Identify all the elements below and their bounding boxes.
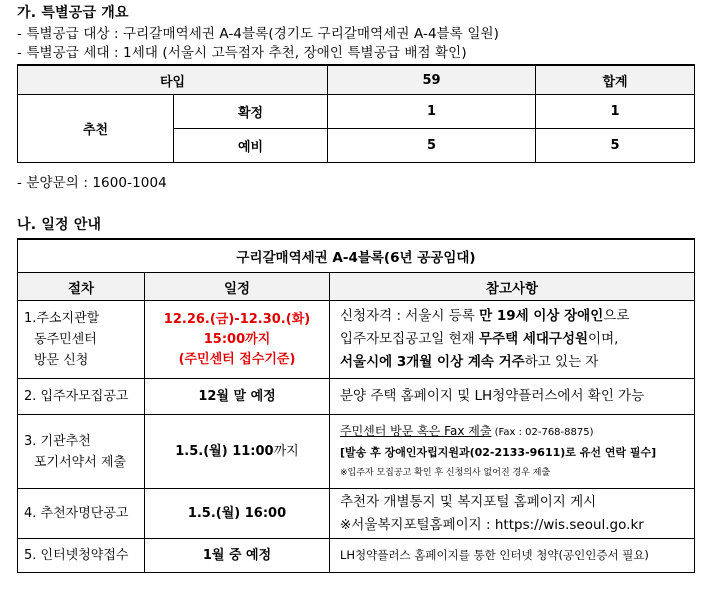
step-3-note-line-1: 주민센터 방문 혹은 Fax 제출 (Fax : 02-768-8875) [340, 423, 594, 438]
table-row [18, 539, 695, 573]
table-row [18, 301, 695, 379]
total-header: 합계 [536, 65, 695, 95]
section-b-title: 나. 일정 안내 [17, 217, 102, 233]
step-1-line-3: 방문 신청 [34, 353, 89, 368]
step-3-line-2: 포기서약서 제출 [34, 454, 127, 470]
type-header: 타입 [18, 65, 328, 95]
table-row [18, 379, 695, 415]
step-4-cell: 4. 추천자명단공고 [18, 489, 145, 539]
step-2-note: 분양 주택 홈페이지 및 LH청약플러스에서 확인 가능 [330, 379, 695, 415]
step-5-note: LH청약플러스 홈페이지를 통한 인터넷 청약(공인인증서 필요) [330, 539, 695, 573]
table-row [18, 489, 695, 539]
confirmed-label: 확정 [174, 95, 328, 129]
table-row [18, 415, 695, 489]
step-3-note-line-2: [발송 후 장애인자립지원과(02-2133-9611)로 유선 연락 필수] [340, 445, 657, 459]
procedure-header: 절차 [18, 273, 145, 301]
step-1-date-range: 12.26.(금)-12.30.(화) [163, 311, 311, 327]
step-1-note-line-1: 신청자격 : 서울시 등록 만 19세 이상 장애인으로 [340, 308, 630, 324]
reserve-total: 5 [536, 129, 695, 163]
confirmed-value: 1 [328, 95, 536, 129]
supply-households-line: - 특별공급 세대 : 1세대 (서울시 고득점자 추천, 장애인 특별공급 배점 확인) [17, 45, 467, 61]
step-2-cell: 2. 입주자모집공고 [18, 379, 145, 415]
reserve-label: 예비 [174, 129, 328, 163]
step-3-date: 1.5.(월) 11:00까지 [145, 415, 330, 489]
step-5-date: 1월 중 예정 [145, 539, 330, 573]
schedule-header: 일정 [145, 273, 330, 301]
section-a-title: 가. 특별공급 개요 [17, 5, 129, 21]
schedule-table [17, 238, 695, 573]
step-1-date-time: 15:00까지 [203, 331, 271, 347]
inquiry-line: - 분양문의 : 1600-1004 [17, 175, 167, 191]
supply-target-line: - 특별공급 대상 : 구리갈매역세권 A-4블록(경기도 구리갈매역세권 A-4블록 일원) [17, 26, 499, 42]
confirmed-total: 1 [536, 95, 695, 129]
step-3-line-1: 3. 기관추천 [24, 433, 91, 449]
reserve-value: 5 [328, 129, 536, 163]
step-1-line-2: 동주민센터 [34, 332, 97, 347]
step-1-line-1: 1.주소지관할 [24, 311, 100, 326]
notes-header: 참고사항 [330, 273, 695, 301]
step-1-note-line-3: 서울시에 3개월 이상 계속 거주하고 있는 자 [340, 354, 599, 370]
recommend-label: 추천 [18, 95, 174, 163]
step-1-cell [18, 301, 145, 379]
step-4-note-line-2: ※서울복지포털홈페이지 : https://wis.seoul.go.kr [340, 516, 644, 533]
schedule-caption: 구리갈매역세권 A-4블록(6년 공공임대) [18, 239, 695, 273]
step-3-note [330, 415, 695, 489]
step-4-note-line-1: 추천자 개별통지 및 복지포털 홈페이지 게시 [340, 493, 597, 510]
step-3-cell [18, 415, 145, 489]
step-1-date-basis: (주민센터 접수기준) [178, 351, 296, 367]
step-1-date [145, 301, 330, 379]
step-3-note-line-3: ※입주자 모집공고 확인 후 신청의사 없어진 경우 제출 [340, 467, 551, 478]
step-2-date: 12월 말 예정 [145, 379, 330, 415]
step-1-note-line-2: 입주자모집공고일 현재 무주택 세대구성원이며, [340, 331, 619, 347]
type-59-header: 59 [328, 65, 536, 95]
step-1-note [330, 301, 695, 379]
step-4-note [330, 489, 695, 539]
supply-table [17, 64, 695, 163]
step-5-cell: 5. 인터넷청약접수 [18, 539, 145, 573]
step-4-date: 1.5.(월) 16:00 [145, 489, 330, 539]
